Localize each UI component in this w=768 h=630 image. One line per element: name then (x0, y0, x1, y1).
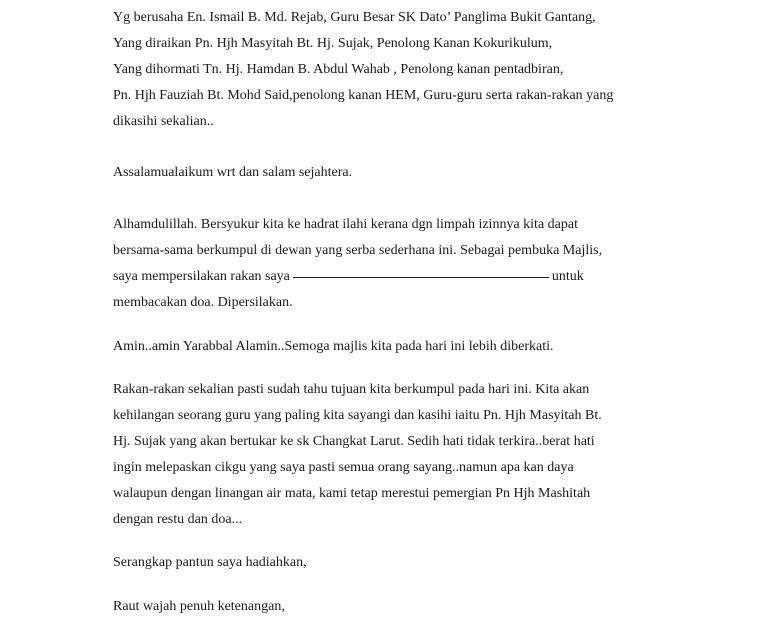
name-blank-line (293, 276, 549, 278)
opening-line: Alhamdulillah. Bersyukur kita ke hadrat ilahi kerana dgn limpah izinnya kita dapat (113, 217, 578, 232)
greeting-line: dikasihi sekalian.. (113, 114, 214, 129)
opening-line-start: saya mempersilakan rakan saya (113, 269, 290, 284)
farewell-line: dengan restu dan doa... (113, 512, 243, 527)
amin-paragraph (113, 334, 554, 360)
farewell-line: Hj. Sujak yang akan bertukar ke sk Changkat Larut. Sedih hati tidak terkira..berat hati (113, 434, 595, 449)
farewell-line: ingin melepaskan cikgu yang saya pasti semua orang sayang..namun apa kan daya (113, 460, 574, 475)
opening-line: bersama-sama berkumpul di dewan yang serba sederhana ini. Sebagai pembuka Majlis, (113, 243, 603, 258)
opening-line-end: untuk (551, 269, 584, 284)
greeting-line: Yang diraikan Pn. Hjh Masyitah Bt. Hj. Sujak, Penolong Kanan Kokurikulum, (113, 36, 553, 51)
greeting-line: Pn. Hjh Fauziah Bt. Mohd Said,penolong kanan HEM, Guru-guru serta rakan-rakan yang (113, 88, 614, 103)
greeting-line: Yg berusaha En. Ismail B. Md. Rejab, Guru Besar SK Dato’ Panglima Bukit Gantang, (113, 10, 596, 25)
greeting-block (113, 5, 613, 135)
farewell-line: Rakan-rakan sekalian pasti sudah tahu tujuan kita berkumpul pada hari ini. Kita akan (113, 382, 590, 397)
farewell-line: walaupun dengan linangan air mata, kami tetap merestui pemergian Pn Hjh Mashitah (113, 486, 591, 501)
pantun-block (113, 594, 285, 620)
amin-text: Amin..amin Yarabbal Alamin..Semoga majlis kita pada hari ini lebih diberkati. (113, 339, 554, 354)
farewell-line: kehilangan seorang guru yang paling kita sayangi dan kasihi iaitu Pn. Hjh Masyitah Bt. (113, 408, 602, 423)
pantun-intro-paragraph (113, 550, 307, 576)
pantun-line: Raut wajah penuh ketenangan, (113, 599, 285, 614)
salam-text: Assalamualaikum wrt dan salam sejahtera. (113, 165, 353, 180)
opening-line: membacakan doa. Dipersilakan. (113, 295, 293, 310)
greeting-line: Yang dihormati Tn. Hj. Hamdan B. Abdul Wahab , Penolong kanan pentadbiran, (113, 62, 564, 77)
pantun-intro-text: Serangkap pantun saya hadiahkan, (113, 555, 307, 570)
salam-paragraph (113, 160, 352, 186)
opening-line (113, 264, 602, 290)
opening-paragraph (113, 212, 602, 316)
farewell-paragraph (113, 377, 602, 533)
